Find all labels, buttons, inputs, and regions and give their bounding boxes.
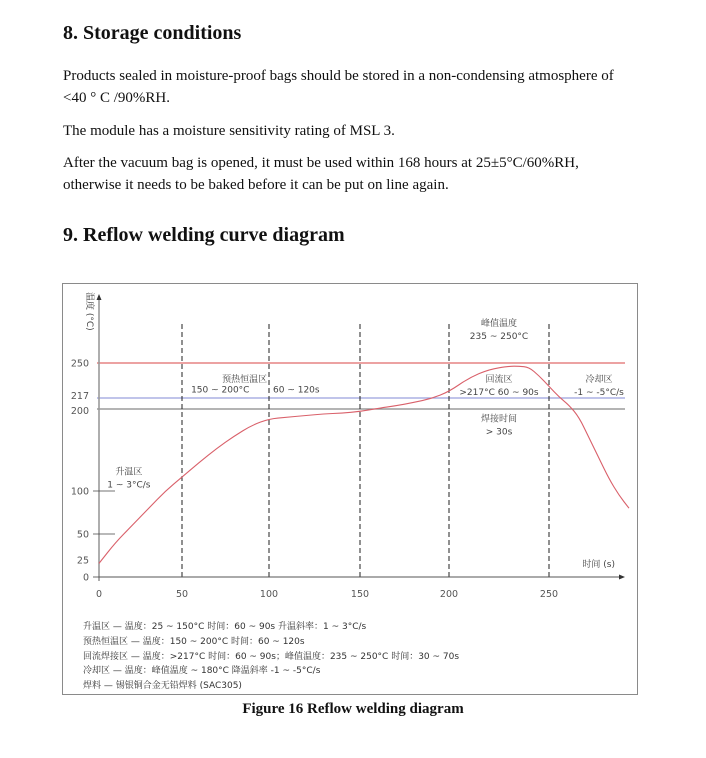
y-tick-label: 0 xyxy=(82,572,89,584)
y-tick-label: 217 xyxy=(70,391,89,402)
x-axis-label: 时间 (s) xyxy=(582,560,615,570)
annotation-preheat-temp: 150 ~ 200°C xyxy=(191,385,250,396)
x-axis-arrow-icon xyxy=(619,575,625,580)
annotation-solder-time: > 30s xyxy=(485,427,513,438)
annotation-cooling-zone: -1 ~ -5°C/s xyxy=(574,388,624,399)
x-tick-label: 50 xyxy=(175,589,189,600)
annotation-reflow-zone: 回流区 xyxy=(485,375,513,386)
x-tick-label: 100 xyxy=(259,589,279,600)
storage-paragraph-3 xyxy=(63,152,663,196)
note-line: 冷却区 — 温度：峰值温度 ~ 180°C 降温斜率 -1 ~ -5°C/s xyxy=(83,666,321,677)
annotation-peak-temp: 235 ~ 250°C xyxy=(469,332,529,343)
annotation-ramp-zone: 升温区 xyxy=(115,467,143,478)
note-line: 焊料 — 锡银铜合金无铅焊料 (SAC305) xyxy=(83,681,242,692)
y-tick-label: 250 xyxy=(70,358,89,370)
x-tick-label: 200 xyxy=(439,589,459,600)
storage-paragraph-1 xyxy=(63,65,663,109)
annotation-preheat-zone: 预热恒温区 xyxy=(222,375,268,386)
note-line: 回流焊接区 — 温度：>217°C 时间：60 ~ 90s；峰值温度：235 ~ 250°C 时间：30 ~ 70s xyxy=(83,651,460,662)
reflow-chart-frame xyxy=(62,283,638,695)
y-tick-label: 100 xyxy=(70,486,89,498)
note-line: 预热恒温区 — 温度：150 ~ 200°C 时间：60 ~ 120s xyxy=(83,636,305,647)
storage-paragraph-1-line-1: Products sealed in moisture-proof bags should be stored in a non-condensing atmosphere of xyxy=(63,68,614,84)
annotation-ramp-zone: 1 ~ 3°C/s xyxy=(107,480,151,491)
note-line: 升温区 — 温度：25 ~ 150°C 时间：60 ~ 90s 升温斜率：1 ~ 3°C/s xyxy=(83,622,367,632)
y-axis-arrow-icon xyxy=(97,294,102,300)
x-tick-label: 150 xyxy=(350,589,370,600)
annotation-cooling-zone: 冷却区 xyxy=(585,375,613,386)
x-tick-label: 250 xyxy=(539,589,559,600)
x-tick-label: 0 xyxy=(95,589,103,600)
annotation-solder-time: 焊接时间 xyxy=(480,414,518,425)
msl-paragraph: The module has a moisture sensitivity rating of MSL 3. xyxy=(63,123,395,139)
annotation-preheat-time: 60 ~ 120s xyxy=(273,385,320,396)
y-tick-label: 25 xyxy=(76,555,89,567)
storage-paragraph-3-line-2: otherwise it needs to be baked before it can be put on line again. xyxy=(63,177,449,193)
annotation-reflow-zone: >217°C 60 ~ 90s xyxy=(459,388,539,399)
annotation-peak-temp: 峰值温度 xyxy=(480,319,518,330)
y-tick-label: 200 xyxy=(70,406,89,417)
y-tick-label: 50 xyxy=(76,529,89,541)
figure-caption: Figure 16 Reflow welding diagram xyxy=(242,701,464,717)
section-8-heading: 8. Storage conditions xyxy=(63,22,242,44)
section-9-heading: 9. Reflow welding curve diagram xyxy=(63,224,345,246)
storage-paragraph-3-line-1: After the vacuum bag is opened, it must be used within 168 hours at 25±5°C/60%RH, xyxy=(63,155,579,171)
y-axis-label: 温度 (°C) xyxy=(84,292,94,331)
chart-notes xyxy=(83,620,459,694)
storage-paragraph-1-line-2: <40 ° C /90%RH. xyxy=(63,90,170,106)
